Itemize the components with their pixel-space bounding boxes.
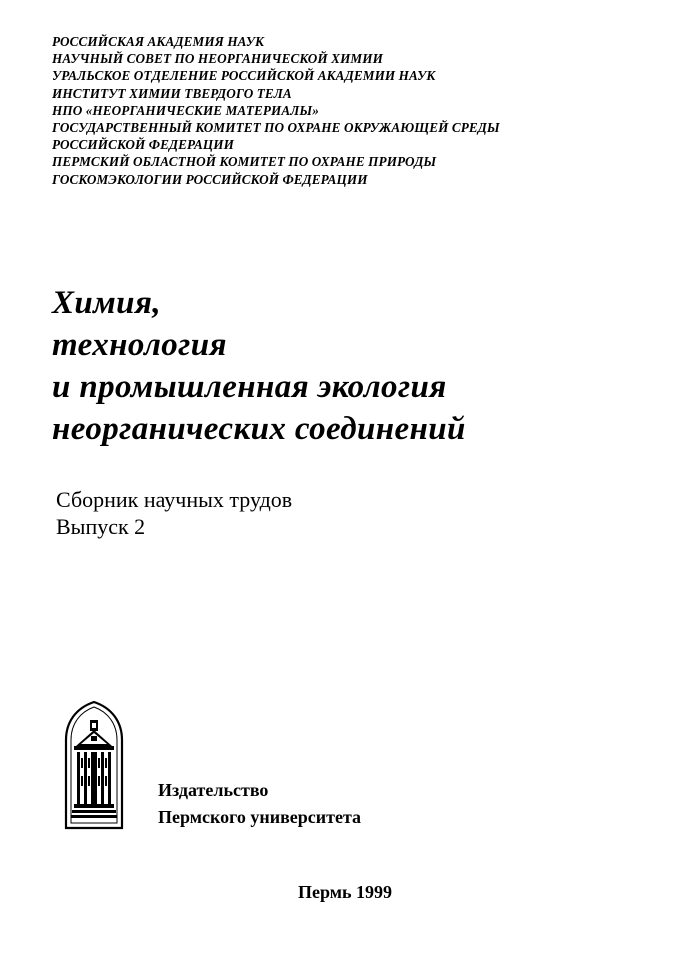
organization-line: УРАЛЬСКОЕ ОТДЕЛЕНИЕ РОССИЙСКОЙ АКАДЕМИИ НАУК bbox=[52, 68, 436, 84]
university-building-emblem-icon bbox=[62, 700, 126, 830]
publisher-line: Пермского университета bbox=[158, 807, 362, 827]
book-title bbox=[52, 282, 466, 450]
organization-line: НПО «НЕОРГАНИЧЕСКИЕ МАТЕРИАЛЫ» bbox=[52, 102, 319, 118]
title-line: технология bbox=[52, 327, 227, 363]
title-line: Химия, bbox=[52, 285, 161, 321]
collection-type: Сборник научных трудов bbox=[56, 487, 293, 512]
organization-line: ПЕРМСКИЙ ОБЛАСТНОЙ КОМИТЕТ ПО ОХРАНЕ ПРИРОДЫ bbox=[52, 154, 437, 170]
book-subtitle bbox=[56, 486, 292, 540]
organization-line: РОССИЙСКОЙ ФЕДЕРАЦИИ bbox=[52, 137, 234, 153]
organization-line: НАУЧНЫЙ СОВЕТ ПО НЕОРГАНИЧЕСКОЙ ХИМИИ bbox=[52, 51, 383, 67]
title-line: неорганических соединений bbox=[52, 411, 466, 447]
organization-line: РОССИЙСКАЯ АКАДЕМИЯ НАУК bbox=[52, 34, 265, 49]
organization-line: ГОСКОМЭКОЛОГИИ РОССИЙСКОЙ ФЕДЕРАЦИИ bbox=[52, 171, 368, 187]
organization-line: ГОСУДАРСТВЕННЫЙ КОМИТЕТ ПО ОХРАНЕ ОКРУЖАЮЩЕЙ СРЕДЫ bbox=[52, 120, 500, 136]
city-year: Пермь 1999 bbox=[298, 882, 393, 902]
publisher bbox=[158, 777, 361, 831]
organization-line: ИНСТИТУТ ХИМИИ ТВЕРДОГО ТЕЛА bbox=[52, 85, 292, 101]
title-line: и промышленная экология bbox=[52, 369, 447, 405]
publisher-line: Издательство bbox=[158, 780, 269, 800]
issue-number: Выпуск 2 bbox=[56, 514, 146, 539]
organizations-list bbox=[52, 33, 500, 188]
